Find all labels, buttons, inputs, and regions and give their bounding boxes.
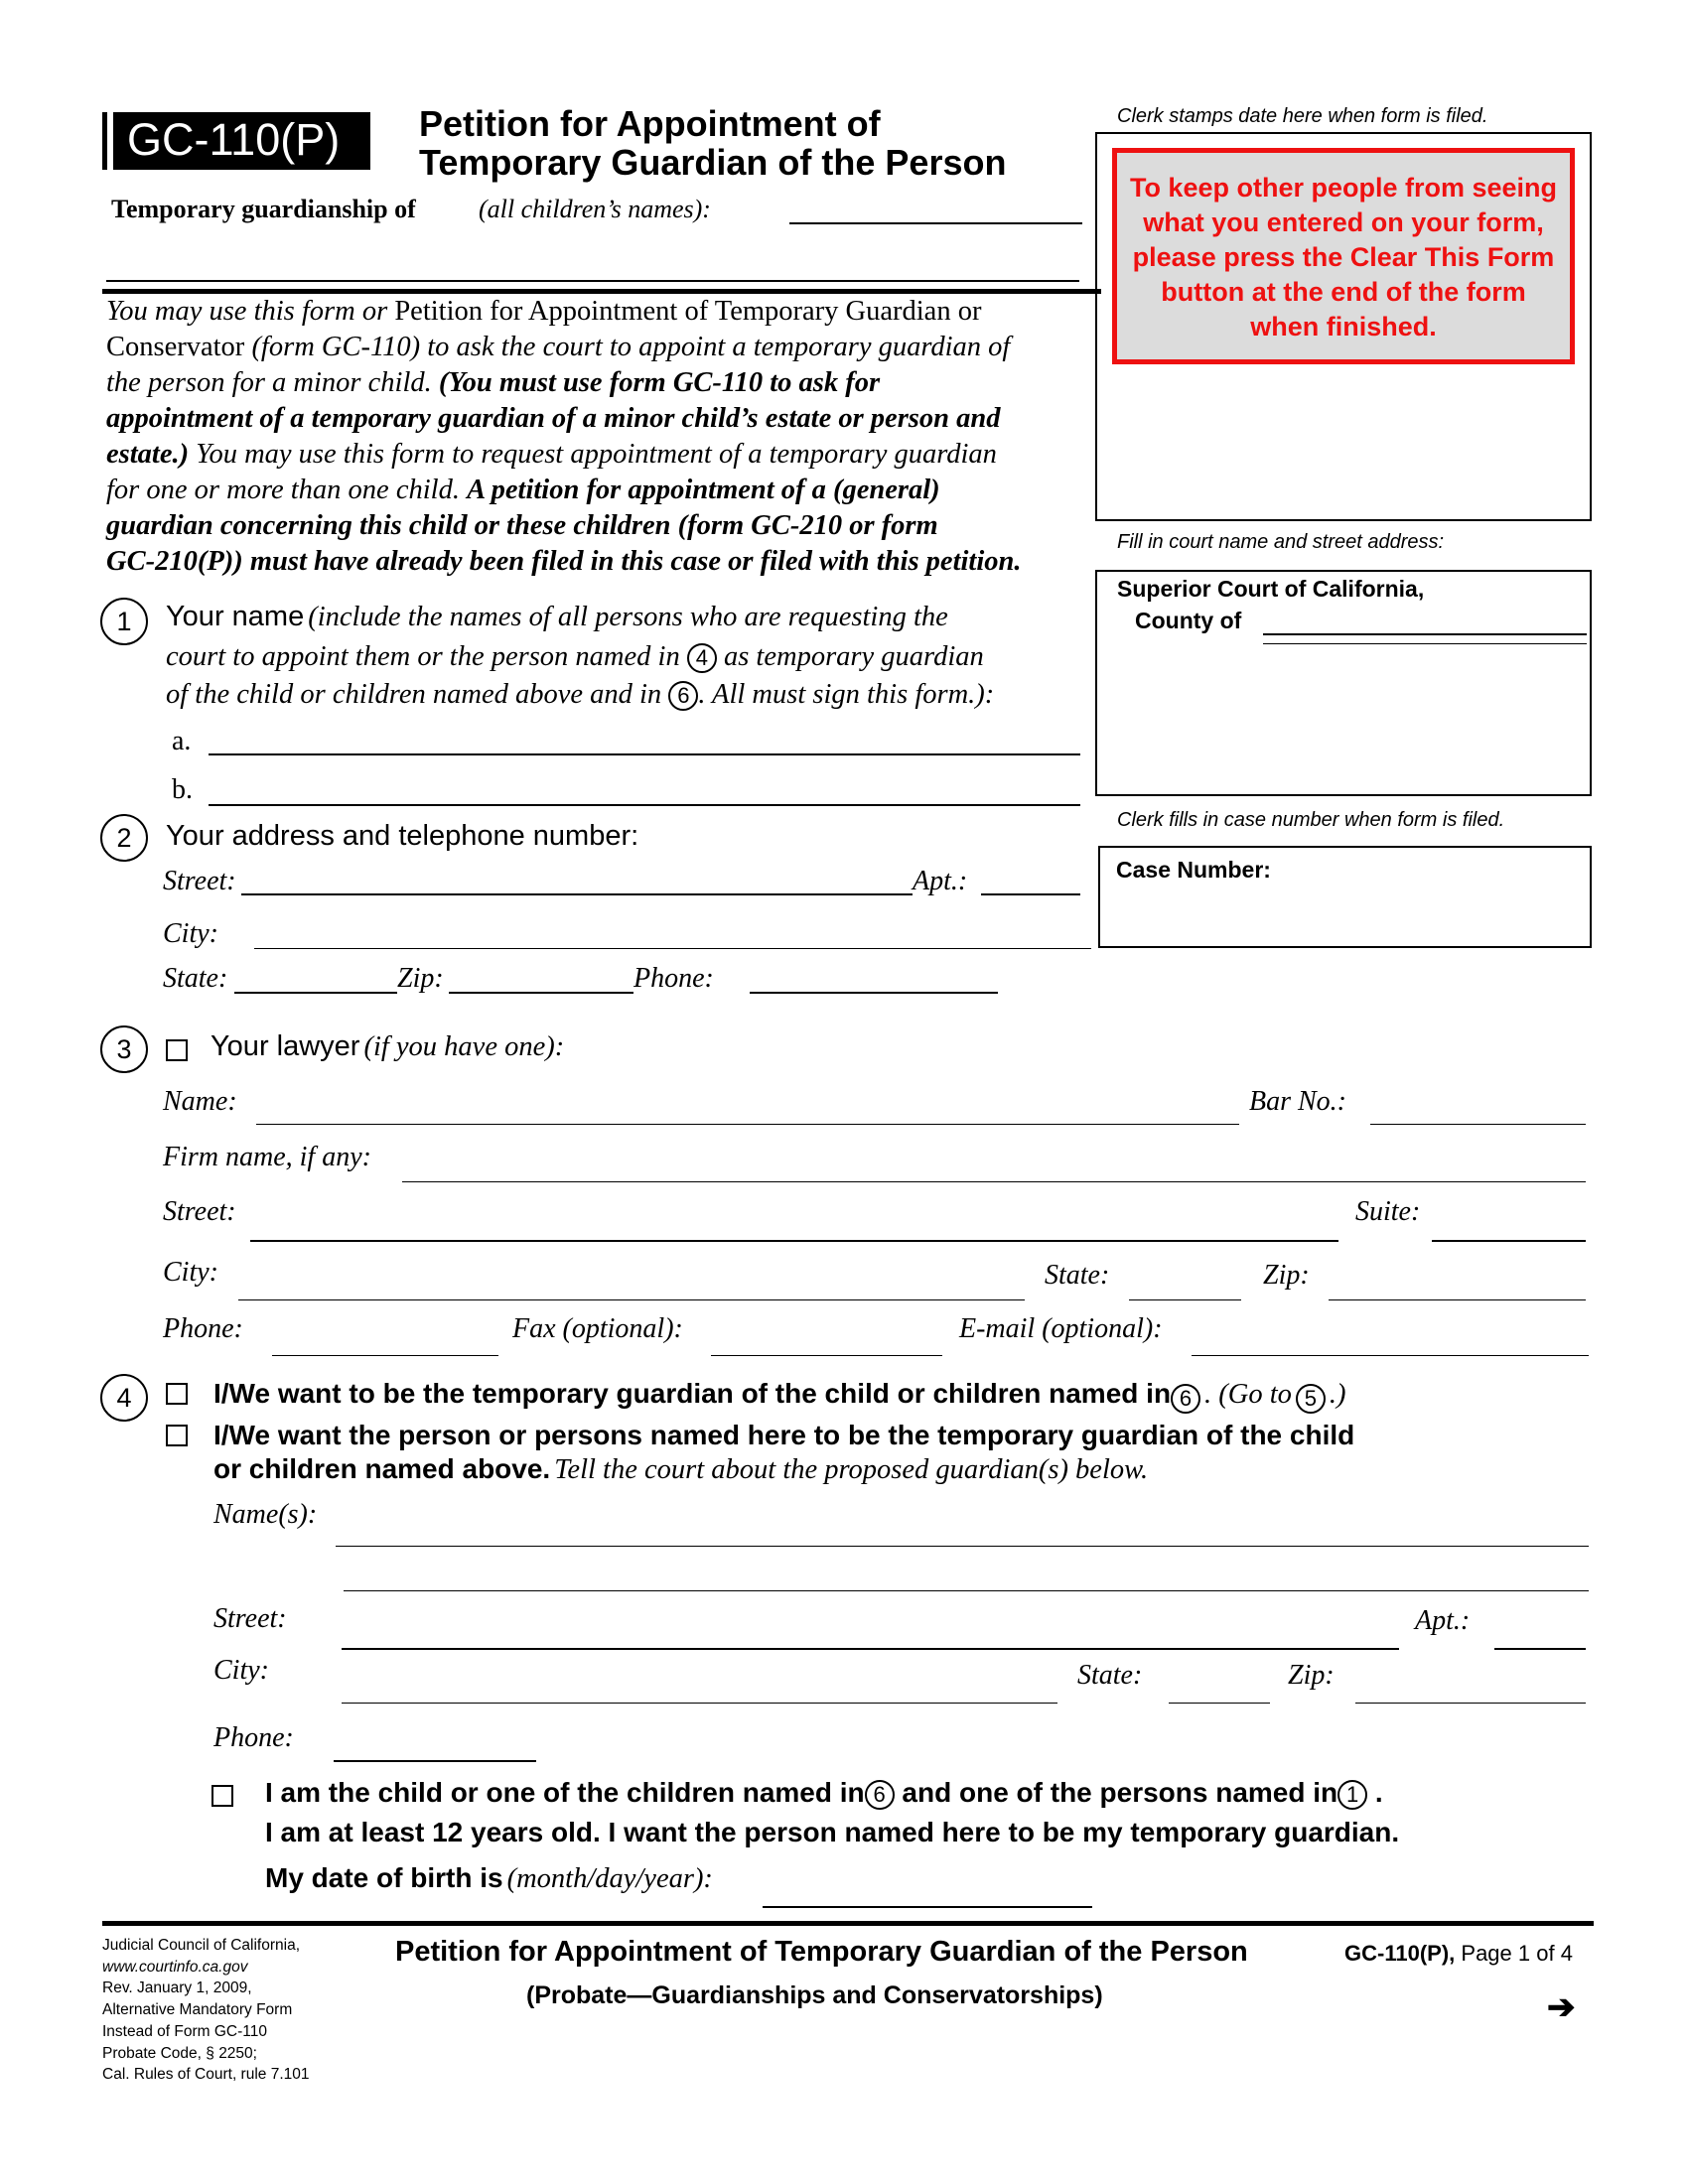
ref-item-6b: 6 xyxy=(1171,1384,1200,1414)
form-title-line2: Temporary Guardian of the Person xyxy=(419,142,1007,183)
form-code: GC-110(P) xyxy=(127,114,341,165)
item1-line2: court to appoint them or the person named in 4 as temporary guardian xyxy=(166,641,984,672)
lawyer-checkbox[interactable] xyxy=(166,1039,188,1061)
next-page-arrow-icon[interactable]: ➔ xyxy=(1547,1988,1576,2026)
proposed-state-label: State: xyxy=(1077,1660,1143,1691)
date-of-birth-field[interactable] xyxy=(763,1906,1092,1908)
proposed-phone-field[interactable] xyxy=(334,1760,536,1762)
firm-name-label: Firm name, if any: xyxy=(163,1142,371,1172)
footer-subtitle: (Probate—Guardianships and Conservatorships) xyxy=(526,1981,1103,2009)
lawyer-name-label: Name: xyxy=(163,1086,237,1117)
footer-title: Petition for Appointment of Temporary Guardian of the Person xyxy=(395,1936,1248,1968)
firm-name-field[interactable] xyxy=(402,1181,1586,1182)
lawyer-phone-label: Phone: xyxy=(163,1313,243,1344)
proposed-state-field[interactable] xyxy=(1169,1703,1270,1704)
item3-heading: Your lawyer (if you have one): xyxy=(211,1030,565,1062)
case-number-label: Case Number: xyxy=(1116,857,1271,883)
lawyer-street-field[interactable] xyxy=(250,1240,1338,1242)
lawyer-city-label: City: xyxy=(163,1257,218,1288)
lawyer-phone-field[interactable] xyxy=(272,1355,498,1356)
phone-label: Phone: xyxy=(633,963,714,994)
county-field-2[interactable] xyxy=(1263,643,1587,644)
children-names-field-1[interactable] xyxy=(789,222,1082,224)
case-number-instruction: Clerk fills in case number when form is filed. xyxy=(1117,809,1505,831)
bar-no-label: Bar No.: xyxy=(1249,1086,1346,1117)
lawyer-zip-field[interactable] xyxy=(1329,1299,1586,1300)
email-label: E-mail (optional): xyxy=(959,1313,1163,1344)
ref-item-6: 6 xyxy=(668,681,698,711)
proposed-street-field[interactable] xyxy=(342,1648,1399,1650)
lawyer-zip-label: Zip: xyxy=(1263,1260,1310,1291)
proposed-city-field[interactable] xyxy=(342,1703,1057,1704)
proposed-zip-field[interactable] xyxy=(1355,1703,1586,1704)
item1-b-label: b. xyxy=(172,774,193,805)
proposed-zip-label: Zip: xyxy=(1288,1660,1335,1691)
item1-a-label: a. xyxy=(172,726,192,756)
phone-field[interactable] xyxy=(750,992,998,994)
proposed-phone-label: Phone: xyxy=(213,1722,294,1753)
apt-label: Apt.: xyxy=(913,866,968,896)
item-number-4: 4 xyxy=(100,1374,148,1422)
petitioner-name-b-field[interactable] xyxy=(209,804,1080,806)
proposed-apt-label: Apt.: xyxy=(1415,1605,1471,1636)
guardianship-hint: (all children’s names): xyxy=(479,195,711,223)
proposed-names-field-1[interactable] xyxy=(336,1546,1589,1547)
footer-divider xyxy=(102,1921,1594,1926)
item2-heading: Your address and telephone number: xyxy=(166,820,639,852)
court-address-box xyxy=(1095,570,1592,796)
child-nomination-checkbox[interactable] xyxy=(211,1785,233,1807)
county-label: County of xyxy=(1135,608,1242,633)
item4-option3-line2: I am at least 12 years old. I want the person named here to be my temporary guardian. xyxy=(265,1817,1400,1847)
item4-option1: I/We want to be the temporary guardian of the child or children named in 6 . (Go to 5 .) xyxy=(213,1378,1346,1414)
court-address-label: Fill in court name and street address: xyxy=(1117,531,1445,553)
item1-heading: Your name (include the names of all persons who are requesting the xyxy=(166,601,948,632)
item-number-3: 3 xyxy=(100,1025,148,1073)
lawyer-state-label: State: xyxy=(1045,1260,1110,1291)
lawyer-street-label: Street: xyxy=(163,1196,236,1227)
clear-form-warning: To keep other people from seeing what you entered on your form, please press the Clear This Form button at the end of the form when finished. xyxy=(1112,148,1575,364)
proposed-street-label: Street: xyxy=(213,1603,287,1634)
street-label: Street: xyxy=(163,866,236,896)
suite-label: Suite: xyxy=(1355,1196,1421,1227)
item1-line3: of the child or children named above and in 6 . All must sign this form.): xyxy=(166,679,995,710)
date-of-birth-label: My date of birth is (month/day/year): xyxy=(265,1862,713,1894)
guardianship-label: Temporary guardianship of xyxy=(111,195,416,223)
email-field[interactable] xyxy=(1192,1355,1589,1356)
fax-label: Fax (optional): xyxy=(512,1313,683,1344)
lawyer-name-field[interactable] xyxy=(256,1124,1239,1125)
item-number-1: 1 xyxy=(100,598,148,645)
zip-label: Zip: xyxy=(397,963,444,994)
clerk-stamp-label: Clerk stamps date here when form is filed. xyxy=(1117,105,1488,127)
county-field[interactable] xyxy=(1263,633,1587,635)
ref-item-5: 5 xyxy=(1296,1384,1326,1414)
zip-field[interactable] xyxy=(449,992,633,994)
court-name: Superior Court of California, xyxy=(1117,576,1425,602)
suite-field[interactable] xyxy=(1432,1240,1586,1242)
proposed-city-label: City: xyxy=(213,1655,269,1686)
street-field[interactable] xyxy=(241,893,913,895)
lawyer-city-field[interactable] xyxy=(238,1299,1025,1300)
ref-item-1: 1 xyxy=(1337,1780,1367,1810)
form-title-line1: Petition for Appointment of xyxy=(419,103,881,144)
lawyer-state-field[interactable] xyxy=(1129,1299,1241,1300)
item4-option2-line1: I/We want the person or persons named here to be the temporary guardian of the child xyxy=(213,1420,1355,1450)
proposed-apt-field[interactable] xyxy=(1494,1648,1586,1650)
ref-item-6c: 6 xyxy=(865,1780,895,1810)
state-label: State: xyxy=(163,963,228,994)
self-guardian-checkbox[interactable] xyxy=(166,1383,188,1405)
fax-field[interactable] xyxy=(711,1355,942,1356)
item4-option2-line2: or children named above. Tell the court about the proposed guardian(s) below. xyxy=(213,1453,1149,1485)
petitioner-name-a-field[interactable] xyxy=(209,753,1080,755)
bar-no-field[interactable] xyxy=(1370,1124,1586,1125)
item4-option3-line1: I am the child or one of the children named in 6 and one of the persons named in 1 . xyxy=(265,1777,1383,1808)
footer-page-info: GC-110(P), Page 1 of 4 xyxy=(1344,1941,1573,1966)
proposed-names-field-2[interactable] xyxy=(344,1590,1589,1591)
footer-citation: Judicial Council of California, www.courtinfo.ca.gov Rev. January 1, 2009, Alternative Mandatory Form Instead of Form GC-110 Probate Code, § 2250; Cal. Rules of Court, rule 7.101 xyxy=(102,1937,310,2084)
intro-paragraph: You may use this form or Petition for Appointment of Temporary Guardian or Conservator (form GC-110) to ask the court to appoint a temporary guardian of the person for a minor child. (You must use form GC-110 to ask for appointment of a temporary guardian of a minor child’s estate or person and estate.) You may use this form to request appointment of a temporary guardian for one or more than one child. A petition for appointment of a (general) guardian concerning this child or these children (form GC-210 or form GC-210(P)) must have already been filed in this case or filed with this petition. xyxy=(106,296,1022,577)
city-field[interactable] xyxy=(254,948,1091,949)
city-label: City: xyxy=(163,918,218,949)
apt-field[interactable] xyxy=(981,893,1080,895)
item-number-2: 2 xyxy=(100,814,148,862)
form-code-badge-notch xyxy=(107,112,113,170)
other-guardian-checkbox[interactable] xyxy=(166,1425,188,1446)
ref-item-4: 4 xyxy=(687,643,717,673)
state-field[interactable] xyxy=(234,992,397,994)
proposed-names-label: Name(s): xyxy=(213,1499,318,1530)
children-names-field-2[interactable] xyxy=(106,280,1079,282)
